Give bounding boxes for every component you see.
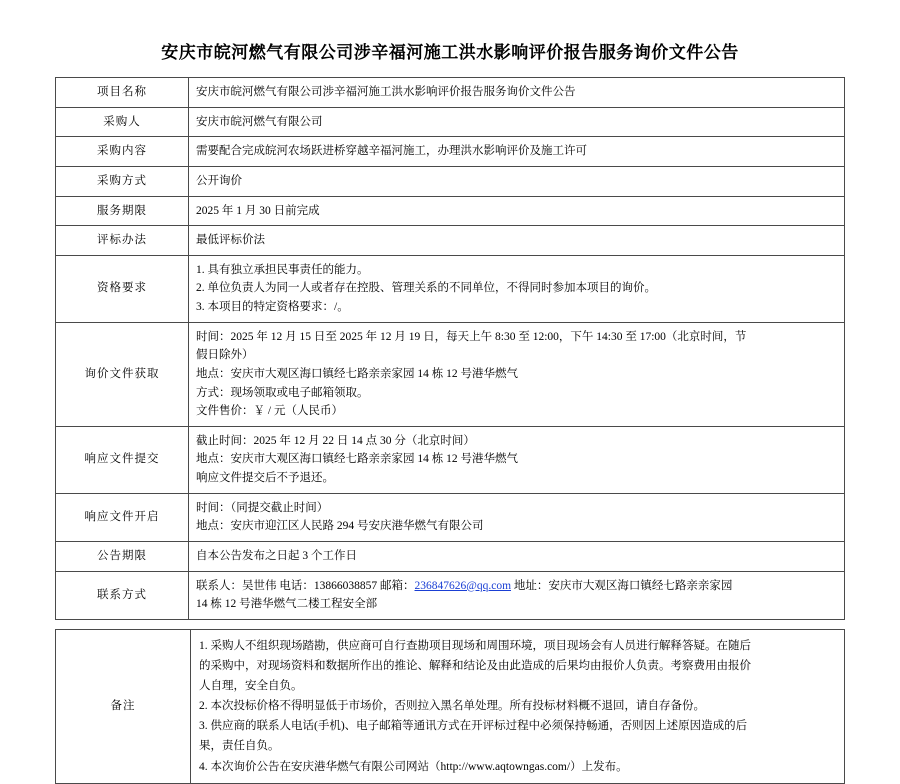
row-label: 联系方式 [56, 571, 189, 619]
row-value-line: 需要配合完成皖河农场跃进桥穿越辛福河施工，办理洪水影响评价及施工许可 [196, 145, 587, 158]
row-value-line: 安庆市皖河燃气有限公司涉辛福河施工洪水影响评价报告服务询价文件公告 [196, 86, 576, 98]
row-value-line: 1. 具有独立承担民事责任的能力。 [196, 263, 369, 276]
row-value [189, 137, 845, 167]
contact-line-1 [196, 577, 837, 596]
row-value-line: 安庆市皖河燃气有限公司 [196, 115, 323, 128]
row-label: 项目名称 [56, 78, 189, 108]
row-value-line: 响应文件提交后不予退还。 [196, 472, 334, 484]
row-value-line: 公开询价 [196, 174, 242, 187]
contact-email-link[interactable]: 236847626@qq.com [414, 579, 512, 592]
row-value-line: 假日除外） [196, 349, 254, 362]
row-value-line: 3. 本项目的特定资格要求：/。 [196, 301, 349, 313]
row-label: 采购人 [56, 107, 189, 137]
row-value-line: 时间：2025 年 12 月 15 日至 2025 年 12 月 19 日，每天上午 8:30 至 12:00，下午 14:30 至 17:00（北京时间，节 [196, 330, 747, 343]
row-value-line: 最低评标价法 [196, 234, 265, 247]
table-row [56, 255, 845, 322]
row-value [189, 196, 845, 226]
table-row [56, 137, 845, 167]
row-value [189, 426, 845, 493]
announcement-table-body [56, 78, 845, 620]
contact-suffix: 地址：安庆市大观区海口镇经七路亲亲家园 [511, 579, 733, 592]
row-value [189, 571, 845, 619]
row-value [189, 226, 845, 256]
row-value [189, 107, 845, 137]
notes-value [191, 629, 845, 783]
notes-label: 备注 [56, 629, 191, 783]
notes-line: 3. 供应商的联系人电话(手机)、电子邮箱等通讯方式在开评标过程中必须保持畅通，否则因上述原因造成的后 [199, 720, 748, 733]
row-label: 服务期限 [56, 196, 189, 226]
notes-line: 人自理，安全自负。 [199, 680, 303, 692]
row-value-line: 文件售价：￥ / 元（人民币） [196, 405, 343, 418]
announcement-table [55, 77, 845, 620]
table-row [56, 226, 845, 256]
notes-line: 4. 本次询价公告在安庆港华燃气有限公司网站（http://www.aqtowngas.com/）上发布。 [199, 760, 628, 773]
row-label: 响应文件提交 [56, 426, 189, 493]
row-value [189, 493, 845, 541]
row-value-line: 2. 单位负责人为同一人或者存在控股、管理关系的不同单位，不得同时参加本项目的询价。 [196, 282, 656, 295]
row-value-line: 截止时间：2025 年 12 月 22 日 14 点 30 分（北京时间） [196, 434, 475, 447]
row-value [189, 322, 845, 426]
table-row-contact [56, 571, 845, 619]
row-value-line: 地点：安庆市大观区海口镇经七路亲亲家园 14 栋 12 号港华燃气 [196, 367, 518, 380]
row-label: 资格要求 [56, 255, 189, 322]
notes-table [55, 629, 845, 784]
row-value-line: 2025 年 1 月 30 日前完成 [196, 204, 320, 217]
table-row [56, 493, 845, 541]
notes-line: 2. 本次投标价格不得明显低于市场价，否则拉入黑名单处理。所有投标材料概不退回，请自存备份。 [199, 700, 705, 713]
row-value [189, 541, 845, 571]
notes-table-body [56, 629, 845, 783]
row-label: 询价文件获取 [56, 322, 189, 426]
row-value [189, 255, 845, 322]
row-value-line: 时间：（同提交截止时间） [196, 501, 329, 514]
row-value-line: 地点：安庆市大观区海口镇经七路亲亲家园 14 栋 12 号港华燃气 [196, 453, 518, 466]
row-value-line: 自本公告发布之日起 3 个工作日 [196, 549, 357, 562]
table-row [56, 78, 845, 108]
table-row [56, 541, 845, 571]
row-value [189, 166, 845, 196]
row-value [189, 78, 845, 108]
notes-row [56, 629, 845, 783]
notes-line: 的采购中，对现场资料和数据所作出的推论、解释和结论及由此造成的后果均由报价人负责。考察费用由报价 [199, 659, 751, 672]
row-label: 响应文件开启 [56, 493, 189, 541]
table-row [56, 166, 845, 196]
notes-line: 1. 采购人不组织现场踏勘，供应商可自行查勘项目现场和周围环境，项目现场会有人员进行解释答疑。在随后 [199, 639, 751, 652]
table-row [56, 196, 845, 226]
contact-prefix: 联系人：吴世伟 电话：13866038857 邮箱： [196, 579, 415, 592]
row-value-line: 方式：现场领取或电子邮箱领取。 [196, 386, 369, 399]
row-label: 公告期限 [56, 541, 189, 571]
row-label: 评标办法 [56, 226, 189, 256]
table-row [56, 426, 845, 493]
contact-line-2: 14 栋 12 号港华燃气二楼工程安全部 [196, 598, 378, 611]
notes-line: 果，责任自负。 [199, 740, 280, 753]
page-title: 安庆市皖河燃气有限公司涉辛福河施工洪水影响评价报告服务询价文件公告 [161, 43, 739, 62]
table-row [56, 107, 845, 137]
table-row [56, 322, 845, 426]
row-label: 采购内容 [56, 137, 189, 167]
row-value-line: 地点：安庆市迎江区人民路 294 号安庆港华燃气有限公司 [196, 520, 484, 533]
row-label: 采购方式 [56, 166, 189, 196]
